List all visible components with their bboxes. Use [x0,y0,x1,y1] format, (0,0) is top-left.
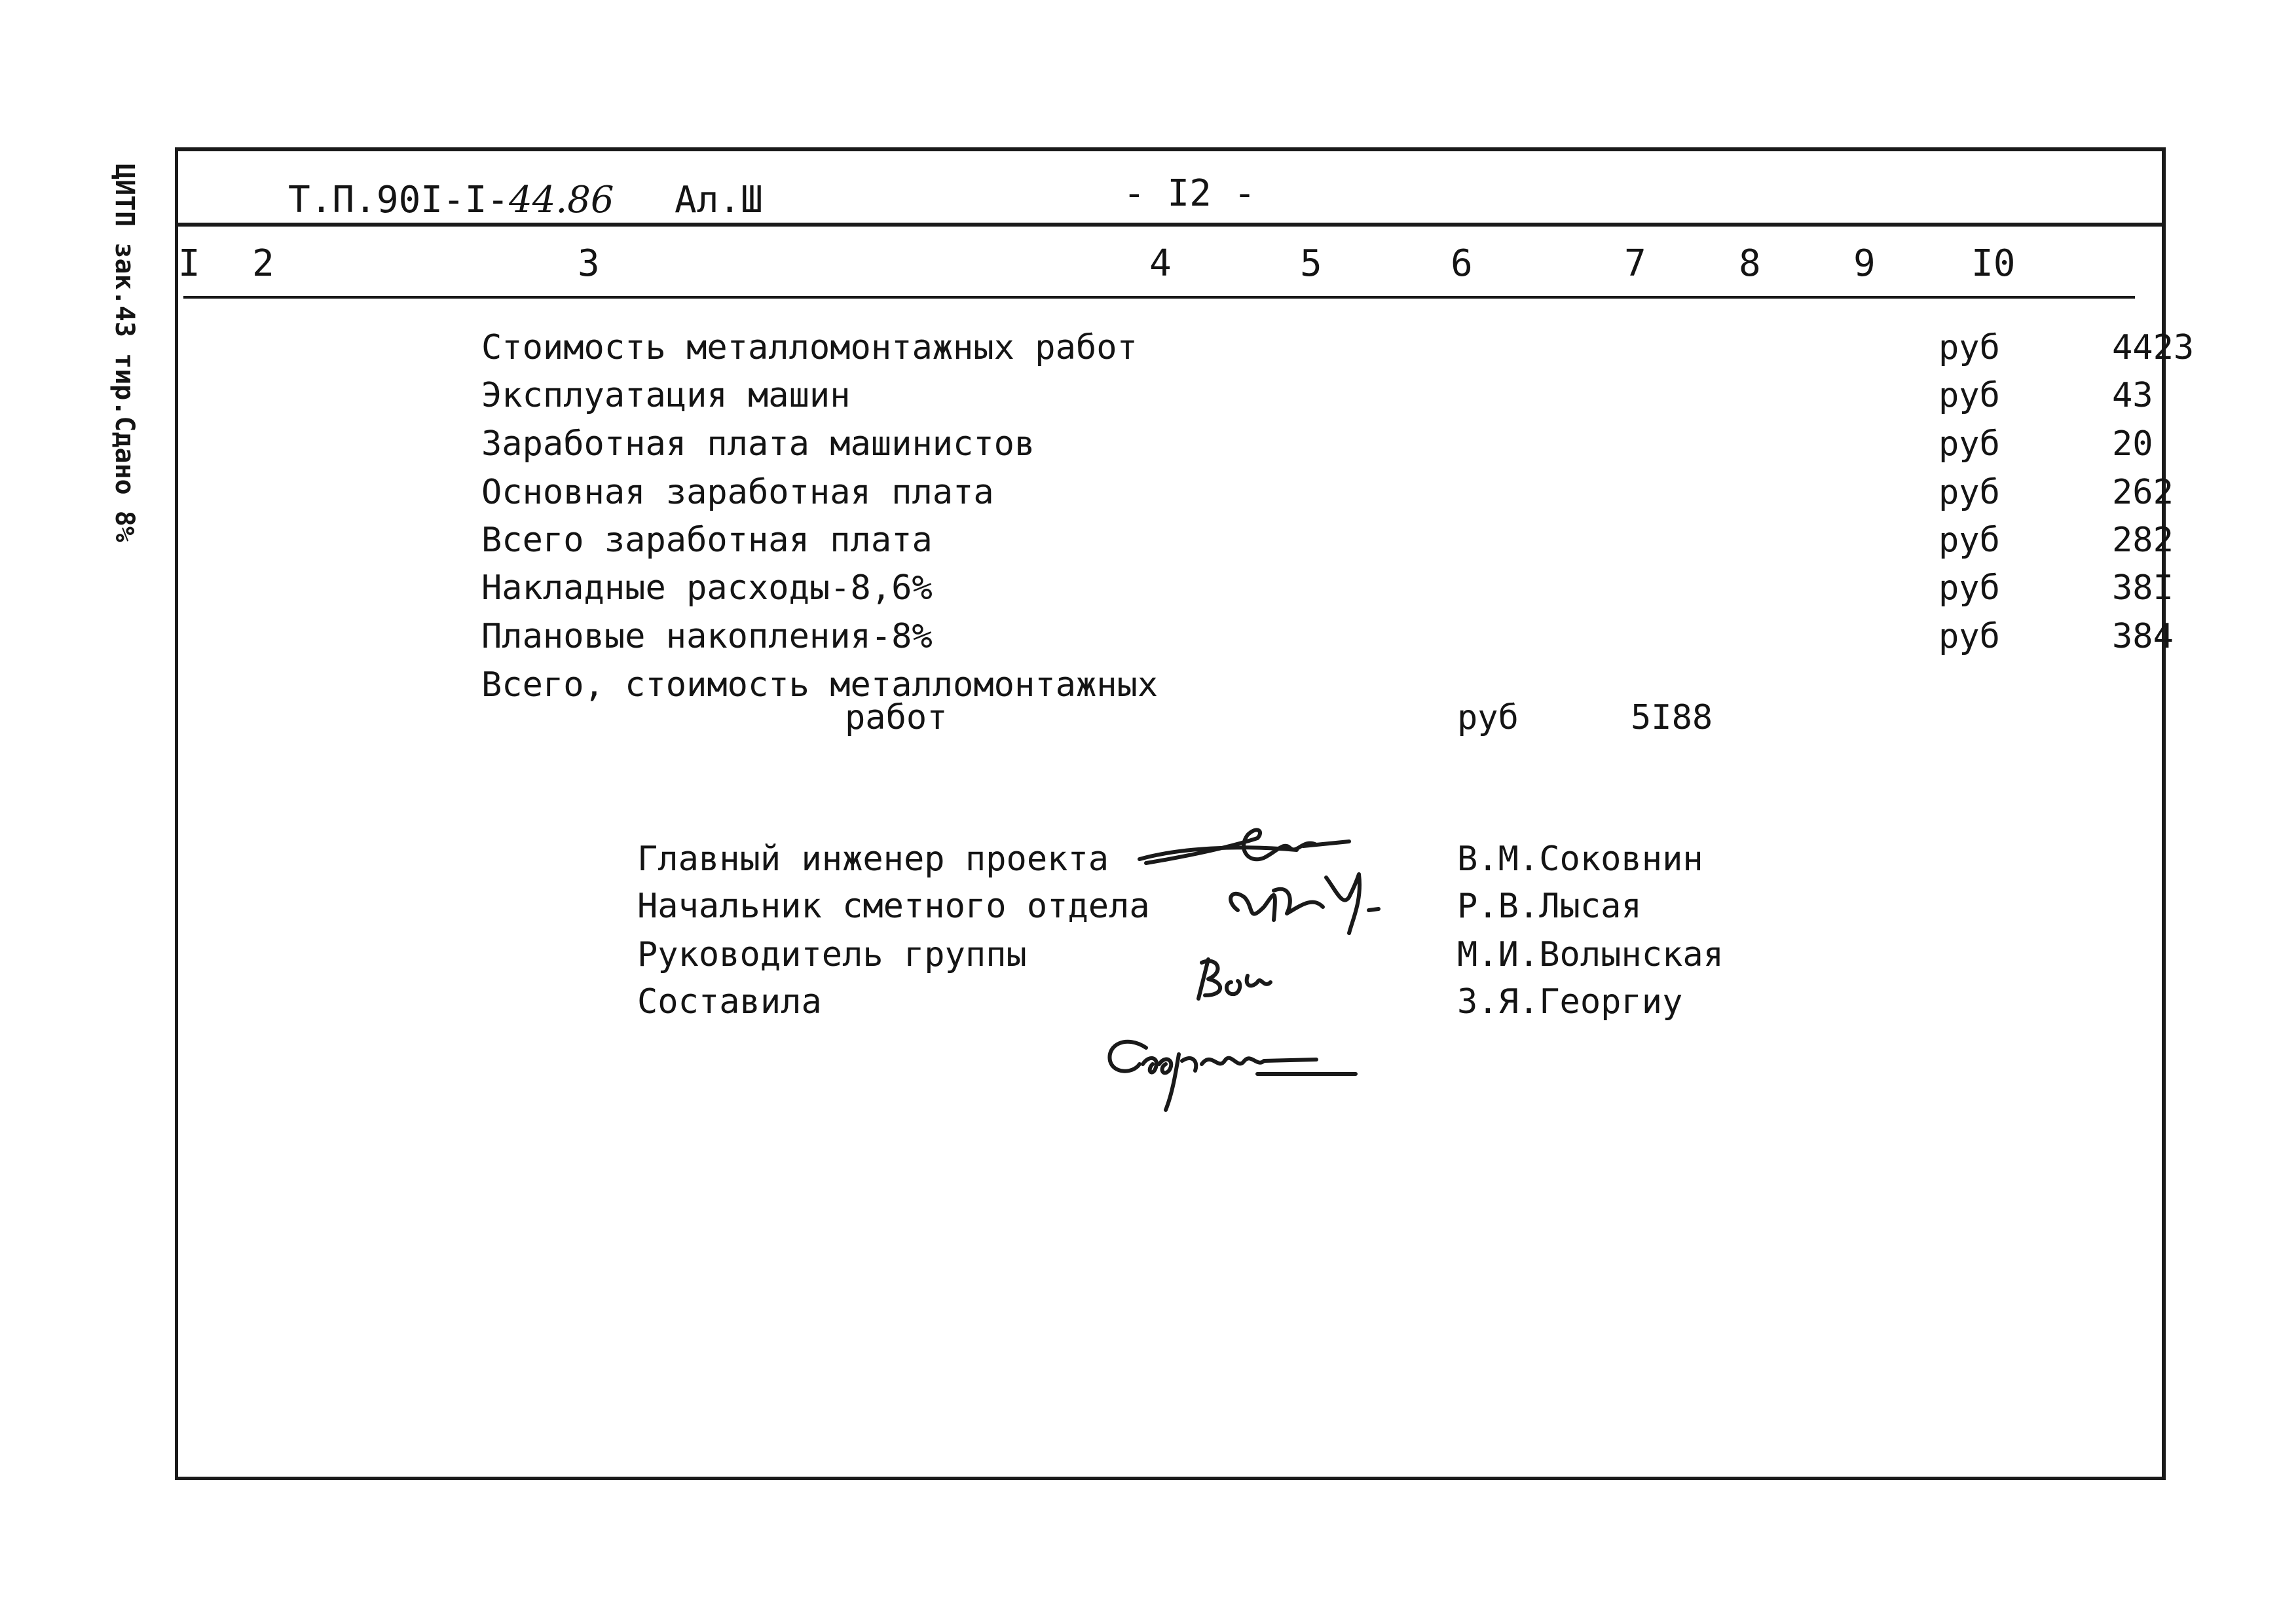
row-label: Основная заработная плата [481,473,994,512]
row-label: Накладные расходы-8,6% [481,568,933,608]
column-numbers-divider [183,296,2135,299]
signature-group-leader [1198,959,1270,999]
row-value: 43 [2112,376,2153,415]
total-label-line1: Всего, стоимость металломонтажных [481,665,1159,705]
row-unit: руб [1938,328,2000,367]
document-code [288,179,614,221]
signatory-name: М.И.Волынская [1457,935,1724,974]
side-stamp-text: ЦИТП зак.43 тир.Сдано 8% [109,164,139,542]
document-code-typed: Т.П.90I-I- [288,179,510,221]
document-code-handwritten: 44.86 [509,179,614,221]
row-value: 262 [2112,473,2174,512]
signatory-name: В.М.Соковнин [1457,840,1703,879]
signatory-title: Составила [637,982,822,1022]
handwritten-signatures [950,786,1474,1113]
row-unit: руб [1938,376,2000,415]
row-value: 20 [2112,424,2153,464]
column-number-10: I0 [1971,242,2016,285]
signature-compiler [1109,1042,1356,1110]
row-unit: руб [1938,568,2000,608]
page-number: - I2 - [1123,172,1256,215]
column-number-8: 8 [1739,242,1761,285]
column-number-5: 5 [1300,242,1322,285]
row-label: Всего заработная плата [481,521,933,560]
column-number-9: 9 [1853,242,1876,285]
side-stamp [98,164,164,542]
row-value: 384 [2112,617,2174,656]
signatory-title: Главный инженер проекта [637,840,1109,879]
signature-head-of-estimates [1231,874,1379,933]
row-label: Заработная плата машинистов [481,424,1035,464]
signatory-name: Р.В.Лысая [1457,887,1642,926]
signatory-title: Начальник сметного отдела [637,887,1150,926]
row-label: Эксплуатация машин [481,376,851,415]
row-unit: руб [1938,473,2000,512]
row-value: 38I [2112,568,2174,608]
column-number-7: 7 [1624,242,1646,285]
header-divider [175,223,2166,227]
total-label-line2: работ [845,698,948,737]
total-unit: руб [1457,698,1519,737]
total-value: 5I88 [1631,698,1713,737]
signature-chief-engineer [1140,830,1349,863]
row-unit: руб [1938,424,2000,464]
row-label: Стоимость металломонтажных работ [481,328,1138,367]
column-number-1: I [178,242,200,285]
column-number-3: 3 [578,242,600,285]
row-label: Плановые накопления-8% [481,617,933,656]
column-number-6: 6 [1451,242,1473,285]
row-value: 4423 [2112,328,2195,367]
column-number-4: 4 [1149,242,1172,285]
signatory-title: Руководитель группы [637,935,1027,974]
signatory-name: З.Я.Георгиу [1457,982,1683,1022]
row-unit: руб [1938,521,2000,560]
row-value: 282 [2112,521,2174,560]
album-label: Ал.Ш [675,179,763,221]
column-number-2: 2 [252,242,274,285]
row-unit: руб [1938,617,2000,656]
